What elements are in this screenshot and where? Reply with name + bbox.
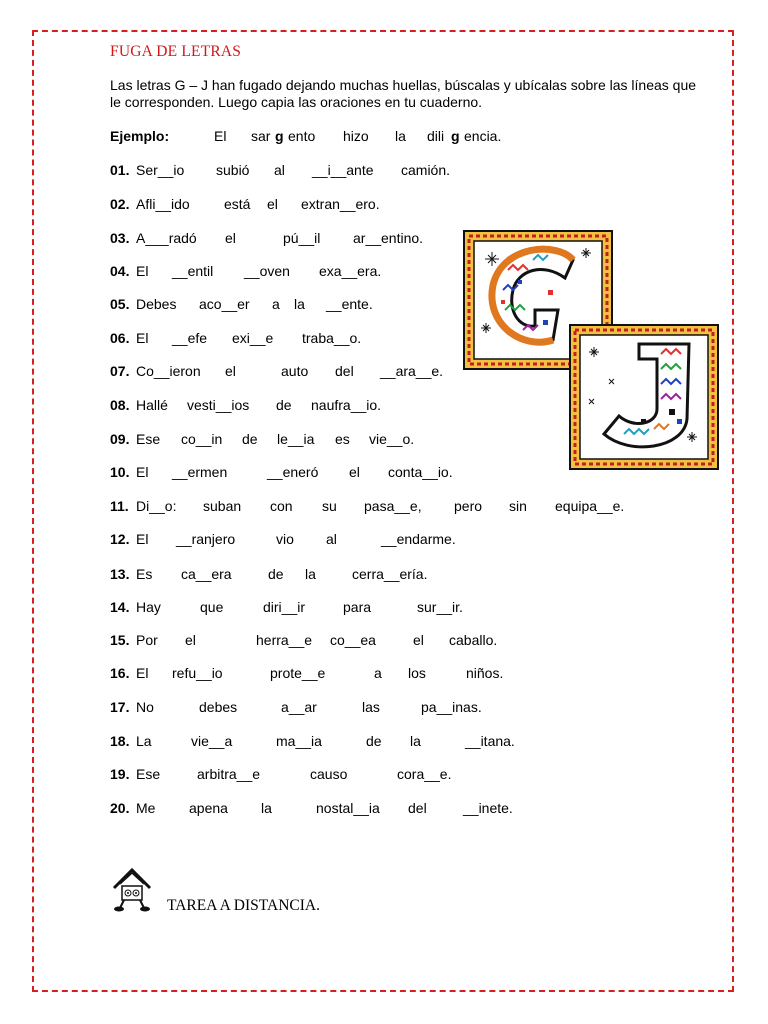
sentence-word: del [335, 363, 354, 379]
blank-word: exa__era. [319, 263, 382, 279]
sentence-word: de [242, 431, 258, 447]
blank-word: co__in [181, 431, 223, 447]
sentence-word: del [408, 800, 427, 816]
blank-word: vie__a [191, 733, 233, 749]
sentence-word: caballo. [449, 632, 498, 648]
sentence-word: el [349, 464, 360, 480]
example-answer-letter: g [451, 128, 460, 144]
blank-word: arbitra__e [197, 766, 261, 782]
example-word: encia. [464, 128, 502, 144]
sentence-word: está [224, 196, 251, 212]
sentence-word: camión. [401, 162, 451, 178]
sentence-word: vio [276, 531, 294, 547]
sentence-word: el [185, 632, 196, 648]
sentence-number: 13. [110, 566, 130, 582]
blank-word: a__ar [281, 699, 317, 715]
instructions: Las letras G – J han fugado dejando muchas huellas, búscalas y ubícalas sobre las líneas que le corresponden. Luego capia las oraciones en tu cuaderno. [110, 77, 697, 110]
blank-word: co__ea [330, 632, 376, 648]
sentence-word: sin [509, 498, 527, 514]
sentence-number: 15. [110, 632, 130, 648]
sentence-word: Debes [136, 296, 177, 312]
house-mascot-icon [108, 866, 156, 914]
sentence-word: El [136, 531, 149, 547]
sentence-number: 19. [110, 766, 130, 782]
sentence-number: 12. [110, 531, 130, 547]
blank-word: diri__ir [263, 599, 306, 615]
example-word: la [395, 128, 406, 144]
blank-word: pasa__e, [364, 498, 422, 514]
blank-word: conta__io. [388, 464, 453, 480]
blank-word: prote__e [270, 665, 326, 681]
sentence-word: los [408, 665, 426, 681]
blank-word: cora__e. [397, 766, 452, 782]
blank-word: __eneró [267, 464, 319, 480]
blank-word: Ser__io [136, 162, 185, 178]
sentence-number: 01. [110, 162, 130, 178]
blank-word: extran__ero. [301, 196, 380, 212]
blank-word: __ente. [326, 296, 373, 312]
sentence-word: que [200, 599, 224, 615]
sentence-word: No [136, 699, 154, 715]
blank-word: exi__e [232, 330, 274, 346]
sentence-word: el [225, 230, 236, 246]
blank-word: cerra__ería. [352, 566, 428, 582]
blank-word: A___radó [136, 230, 197, 246]
sentence-word: el [267, 196, 278, 212]
sentence-word: Por [136, 632, 158, 648]
sentence-word: suban [203, 498, 242, 514]
sentence-number: 20. [110, 800, 130, 816]
sentence-word: La [136, 733, 152, 749]
sentence-number: 08. [110, 397, 130, 413]
blank-word: naufra__io. [311, 397, 382, 413]
blank-word: vie__o. [369, 431, 415, 447]
blank-word: ma__ia [276, 733, 322, 749]
sentence-number: 05. [110, 296, 130, 312]
sentence-word: niños. [466, 665, 504, 681]
sentence-number: 04. [110, 263, 130, 279]
sentence-word: Ese [136, 431, 161, 447]
blank-word: __efe [172, 330, 208, 346]
sentence-word: El [136, 665, 149, 681]
example-answer-letter: g [275, 128, 284, 144]
blank-word: __ranjero [176, 531, 236, 547]
sentence-word: la [261, 800, 272, 816]
sentence-number: 17. [110, 699, 130, 715]
example-word: sar [251, 128, 271, 144]
footer-text: TAREA A DISTANCIA. [167, 897, 320, 914]
blank-word: aco__er [199, 296, 250, 312]
sentence-word: la [410, 733, 421, 749]
blank-word: vesti__ios [187, 397, 250, 413]
blank-word: Co__ieron [136, 363, 201, 379]
sentence-word: debes [199, 699, 238, 715]
sentence-number: 14. [110, 599, 130, 615]
blank-word: __endarme. [381, 531, 456, 547]
sentence-word: su [322, 498, 337, 514]
sentence-word: de [276, 397, 292, 413]
example-word: ento [288, 128, 316, 144]
sentence-word: para [343, 599, 372, 615]
sentence-word: Ese [136, 766, 161, 782]
example-word: hizo [343, 128, 369, 144]
sentence-word: al [326, 531, 337, 547]
sentence-word: auto [281, 363, 309, 379]
example-word: El [214, 128, 227, 144]
sentence-word: la [305, 566, 316, 582]
sentence-number: 07. [110, 363, 130, 379]
page-title: FUGA DE LETRAS [110, 43, 242, 60]
blank-word: Afli__ido [136, 196, 190, 212]
sentence-word: El [136, 330, 149, 346]
letter-j-illustration [569, 324, 719, 470]
sentence-word: a [272, 296, 280, 312]
sentence-word: el [413, 632, 424, 648]
sentence-word: El [136, 263, 149, 279]
blank-word: sur__ir. [417, 599, 463, 615]
sentence-word: Es [136, 566, 153, 582]
sentence-number: 09. [110, 431, 130, 447]
sentence-word: Hay [136, 599, 161, 615]
blank-word: __itana. [465, 733, 515, 749]
sentence-word: con [270, 498, 293, 514]
sentence-word: a [374, 665, 382, 681]
sentence-number: 16. [110, 665, 130, 681]
blank-word: __entil [172, 263, 214, 279]
sentence-word: Hallé [136, 397, 168, 413]
blank-word: traba__o. [302, 330, 362, 346]
blank-word: ca__era [181, 566, 232, 582]
sentence-number: 02. [110, 196, 130, 212]
example-label: Ejemplo: [110, 128, 170, 144]
sentence-word: subió [216, 162, 250, 178]
blank-word: ar__entino. [353, 230, 424, 246]
sentence-word: pero [454, 498, 483, 514]
sentence-word: es [335, 431, 350, 447]
sentence-word: El [136, 464, 149, 480]
blank-word: __i__ante [312, 162, 374, 178]
sentence-word: la [294, 296, 305, 312]
sentence-number: 18. [110, 733, 130, 749]
sentence-word: Me [136, 800, 156, 816]
sentence-word: las [362, 699, 380, 715]
blank-word: le__ia [277, 431, 315, 447]
blank-word: herra__e [256, 632, 313, 648]
sentence-word: al [274, 162, 285, 178]
sentence-number: 11. [110, 498, 129, 514]
sentence-word: apena [189, 800, 228, 816]
blank-word: Di__o: [136, 498, 177, 514]
sentence-number: 06. [110, 330, 130, 346]
sentence-word: de [366, 733, 382, 749]
blank-word: __ermen [172, 464, 228, 480]
sentence-word: el [225, 363, 236, 379]
sentence-word: causo [310, 766, 348, 782]
blank-word: __ara__e. [380, 363, 444, 379]
blank-word: equipa__e. [555, 498, 625, 514]
sentence-number: 03. [110, 230, 130, 246]
blank-word: pú__il [283, 230, 321, 246]
example-word: dili [427, 128, 445, 144]
blank-word: __oven [244, 263, 290, 279]
sentence-number: 10. [110, 464, 130, 480]
blank-word: pa__inas. [421, 699, 482, 715]
sentence-word: de [268, 566, 284, 582]
blank-word: refu__io [172, 665, 223, 681]
blank-word: __inete. [463, 800, 513, 816]
blank-word: nostal__ia [316, 800, 380, 816]
